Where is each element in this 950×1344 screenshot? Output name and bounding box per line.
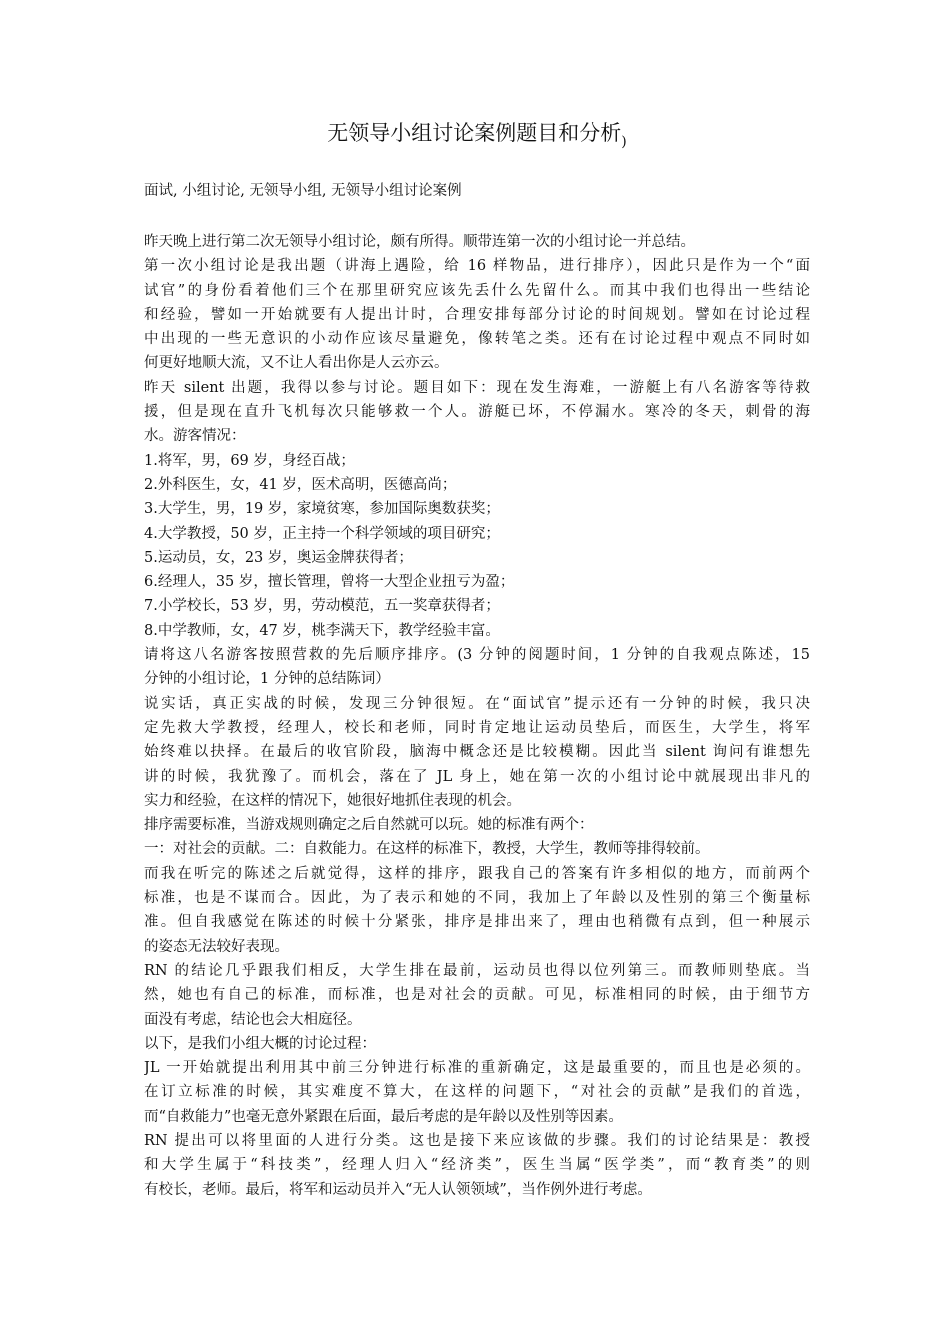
body-line: 2.外科医生，女，41 岁，医术高明，医德高尚； bbox=[144, 476, 457, 493]
body-line: 定先救大学教授，经理人，校长和老师，同时肯定地让运动员垫后，而医生，大学生，将军 bbox=[144, 719, 810, 736]
body-line: 8.中学教师，女，47 岁，桃李满天下，教学经验丰富。 bbox=[144, 622, 500, 639]
body-line: 4.大学教授，50 岁，正主持一个科学领域的项目研究； bbox=[144, 525, 500, 542]
document-page bbox=[144, 118, 810, 1202]
body-line: 始终难以抉择。在最后的收官阶段，脑海中概念还是比较模糊。因此当 silent 询问有谁想先 bbox=[144, 744, 810, 761]
body-line: 昨天 silent 出题，我得以参与讨论。题目如下：现在发生海难，一游艇上有八名游客等待救 bbox=[144, 379, 810, 396]
body-line: 实力和经验，在这样的情况下，她很好地抓住表现的机会。 bbox=[144, 792, 521, 809]
body-line: 中出现的一些无意识的小动作应该尽量避免，像转笔之类。还有在讨论过程中观点不同时如 bbox=[144, 331, 810, 348]
body-line: 1.将军，男，69 岁，身经百战； bbox=[144, 452, 355, 469]
body-line: 请将这八名游客按照营救的先后顺序排序。(3 分钟的阅题时间，1 分钟的自我观点陈述，15 bbox=[144, 647, 810, 664]
body-line: 援，但是现在直升飞机每次只能够救一个人。游艇已坏，不停漏水。寒冷的冬天，刺骨的海 bbox=[144, 404, 810, 421]
body-line: 有校长，老师。最后，将军和运动员并入“无人认领领域”，当作例外进行考虑。 bbox=[144, 1181, 652, 1198]
body-line: 和经验，譬如一开始就要有人提出计时，合理安排每部分讨论的时间规划。譬如在讨论过程 bbox=[144, 306, 810, 323]
body-line: 说实话，真正实战的时候，发现三分钟很短。在“面试官”提示还有一分钟的时候，我只决 bbox=[144, 695, 810, 712]
document-title-suffix: ) bbox=[621, 134, 627, 150]
body-line: 的姿态无法较好表现。 bbox=[144, 938, 289, 955]
body-line: 在订立标准的时候，其实难度不算大，在这样的问题下，“对社会的贡献”是我们的首选， bbox=[144, 1084, 810, 1101]
body-line: JL 一开始就提出利用其中前三分钟进行标准的重新确定，这是最重要的，而且也是必须的。 bbox=[144, 1060, 810, 1077]
body-line: 第一次小组讨论是我出题（讲海上遇险，给 16 样物品，进行排序），因此只是作为一个“面 bbox=[144, 258, 810, 275]
body-line: 昨天晚上进行第二次无领导小组讨论，颇有所得。顺带连第一次的小组讨论一并总结。 bbox=[144, 234, 695, 250]
body-line: 7.小学校长，53 岁，男，劳动模范，五一奖章获得者； bbox=[144, 598, 500, 615]
body-line: 准。但自我感觉在陈述的时候十分紧张，排序是排出来了，理由也稍微有点到，但一种展示 bbox=[144, 914, 810, 931]
document-title-text: 无领导小组讨论案例题目和分析 bbox=[327, 121, 622, 145]
body-line: RN 的结论几乎跟我们相反，大学生排在最前，运动员也得以位列第三。而教师则垫底。当 bbox=[144, 962, 810, 979]
body-line: 然，她也有自己的标准，而标准，也是对社会的贡献。可见，标准相同的时候，由于细节方 bbox=[144, 987, 810, 1004]
body-line: 面没有考虑，结论也会大相庭径。 bbox=[144, 1011, 362, 1028]
document-title bbox=[144, 118, 810, 157]
body-line: 何更好地顺大流，又不让人看出你是人云亦云。 bbox=[144, 355, 449, 372]
body-line: 排序需要标准，当游戏规则确定之后自然就可以玩。她的标准有两个： bbox=[144, 817, 594, 834]
body-line: 分钟的小组讨论，1 分钟的总结陈词） bbox=[144, 671, 390, 688]
body-line: RN 提出可以将里面的人进行分类。这也是接下来应该做的步骤。我们的讨论结果是：教授 bbox=[144, 1132, 810, 1149]
body-line: 一：对社会的贡献。二：自救能力。在这样的标准下，教授，大学生，教师等排得较前。 bbox=[144, 841, 710, 858]
body-line: 5.运动员，女，23 岁，奥运金牌获得者； bbox=[144, 549, 413, 566]
document-body bbox=[144, 230, 810, 1202]
body-line: 而我在听完的陈述之后就觉得，这样的排序，跟我自己的答案有许多相似的地方，而前两个 bbox=[144, 865, 810, 882]
body-line: 水。游客情况： bbox=[144, 428, 246, 445]
body-line: 而“自救能力”也毫无意外紧跟在后面，最后考虑的是年龄以及性别等因素。 bbox=[144, 1108, 623, 1125]
body-line: 讲的时候，我犹豫了。而机会，落在了 JL 身上，她在第一次的小组讨论中就展现出非凡的 bbox=[144, 768, 810, 785]
body-line: 标准，也是不谋而合。因此，为了表示和她的不同，我加上了年龄以及性别的第三个衡量标 bbox=[144, 890, 810, 907]
body-line: 以下，是我们小组大概的讨论过程： bbox=[144, 1035, 376, 1052]
body-line: 和大学生属于“科技类”，经理人归入“经济类”，医生当属“医学类”，而“教育类”的则 bbox=[144, 1157, 810, 1174]
body-line: 试官”的身份看着他们三个在那里研究应该先丢什么先留什么。而其中我们也得出一些结论 bbox=[144, 282, 810, 299]
document-tags: 面试, 小组讨论, 无领导小组, 无领导小组讨论案例 bbox=[144, 183, 462, 199]
body-line: 6.经理人，35 岁，擅长管理，曾将一大型企业扭亏为盈； bbox=[144, 574, 515, 591]
body-line: 3.大学生，男，19 岁，家境贫寒，参加国际奥数获奖； bbox=[144, 501, 500, 518]
